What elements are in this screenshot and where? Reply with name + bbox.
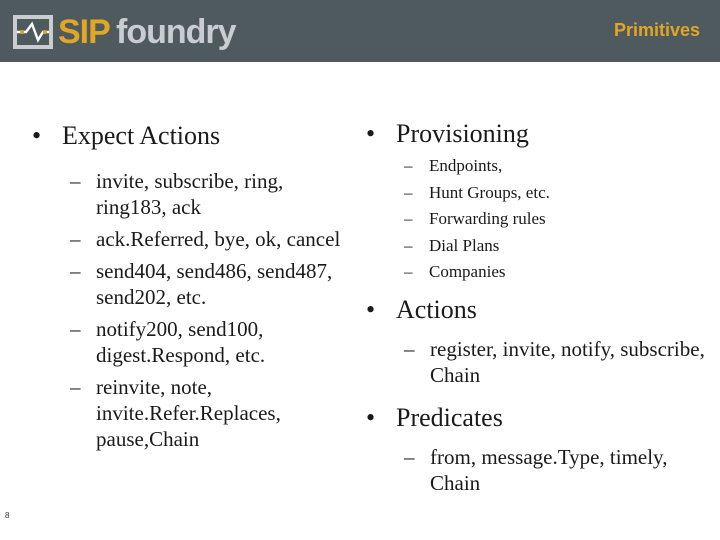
- dash-icon: –: [70, 375, 81, 399]
- bullet-icon: •: [366, 294, 376, 324]
- logo-foundry-text: foundry: [116, 13, 236, 51]
- page-number: 8: [5, 511, 10, 520]
- sub-bullet-text: Hunt Groups, etc.: [429, 182, 550, 202]
- sub-bullet-text: Forwarding rules: [429, 209, 546, 228]
- sub-bullet: [32, 226, 342, 252]
- sub-bullet-text: Endpoints,: [429, 156, 503, 175]
- bullet-icon: •: [32, 121, 42, 150]
- dash-icon: –: [70, 259, 81, 283]
- slide-header: [0, 0, 720, 62]
- bullet-icon: •: [366, 119, 376, 148]
- sub-bullet: [366, 153, 706, 180]
- sub-bullet: [32, 168, 342, 220]
- sub-bullet: [366, 206, 706, 233]
- sub-bullet: [32, 316, 342, 368]
- sub-bullet-text: reinvite, note, invite.Refer.Replaces, pause,Chain: [96, 375, 281, 451]
- sipfoundry-logo: [12, 11, 242, 53]
- sub-bullet-text: ack.Referred, bye, ok, cancel: [96, 227, 341, 251]
- dash-icon: –: [404, 444, 415, 469]
- bullet-icon: •: [366, 402, 376, 432]
- provisioning-list: [366, 153, 706, 286]
- sub-bullet: [366, 259, 706, 286]
- bullet-expect-actions: [32, 120, 342, 152]
- sub-bullet-text: Dial Plans: [429, 235, 500, 255]
- dash-icon: –: [70, 317, 81, 341]
- dash-icon: –: [404, 336, 415, 361]
- sub-bullet-text: notify200, send100, digest.Respond, etc.: [96, 317, 266, 367]
- dash-icon: –: [404, 262, 413, 281]
- sub-bullet-text: register, invite, notify, subscribe, Chain: [430, 336, 705, 387]
- dash-icon: –: [404, 182, 413, 202]
- bullet-heading: Actions: [396, 294, 477, 324]
- sub-bullet: [366, 233, 706, 260]
- sub-bullet: [366, 336, 706, 388]
- logo-mark-icon: [12, 14, 54, 50]
- sub-bullet-text: Companies: [429, 262, 506, 281]
- sub-bullet: [32, 374, 342, 452]
- dash-icon: –: [404, 156, 413, 175]
- sub-bullet-text: from, message.Type, timely, Chain: [430, 444, 668, 495]
- dash-icon: –: [70, 169, 81, 193]
- section-title: Primitives: [613, 20, 700, 40]
- sub-bullet-text: invite, subscribe, ring, ring183, ack: [96, 169, 284, 219]
- dash-icon: –: [70, 227, 81, 251]
- bullet-predicates: [366, 402, 706, 434]
- sub-bullet: [366, 444, 706, 496]
- logo-sip-text: SIP: [58, 13, 110, 51]
- sub-bullet-text: send404, send486, send487, send202, etc.: [96, 259, 333, 309]
- bullet-heading: Expect Actions: [62, 121, 221, 150]
- dash-icon: –: [404, 209, 413, 228]
- bullet-provisioning: [366, 118, 706, 150]
- bullet-heading: Provisioning: [396, 119, 529, 148]
- left-column: [32, 120, 342, 452]
- sub-bullet: [366, 180, 706, 207]
- dash-icon: –: [404, 235, 413, 255]
- bullet-heading: Predicates: [396, 402, 503, 432]
- bullet-actions: [366, 294, 706, 326]
- sub-bullet: [32, 258, 342, 310]
- right-column: [366, 118, 706, 496]
